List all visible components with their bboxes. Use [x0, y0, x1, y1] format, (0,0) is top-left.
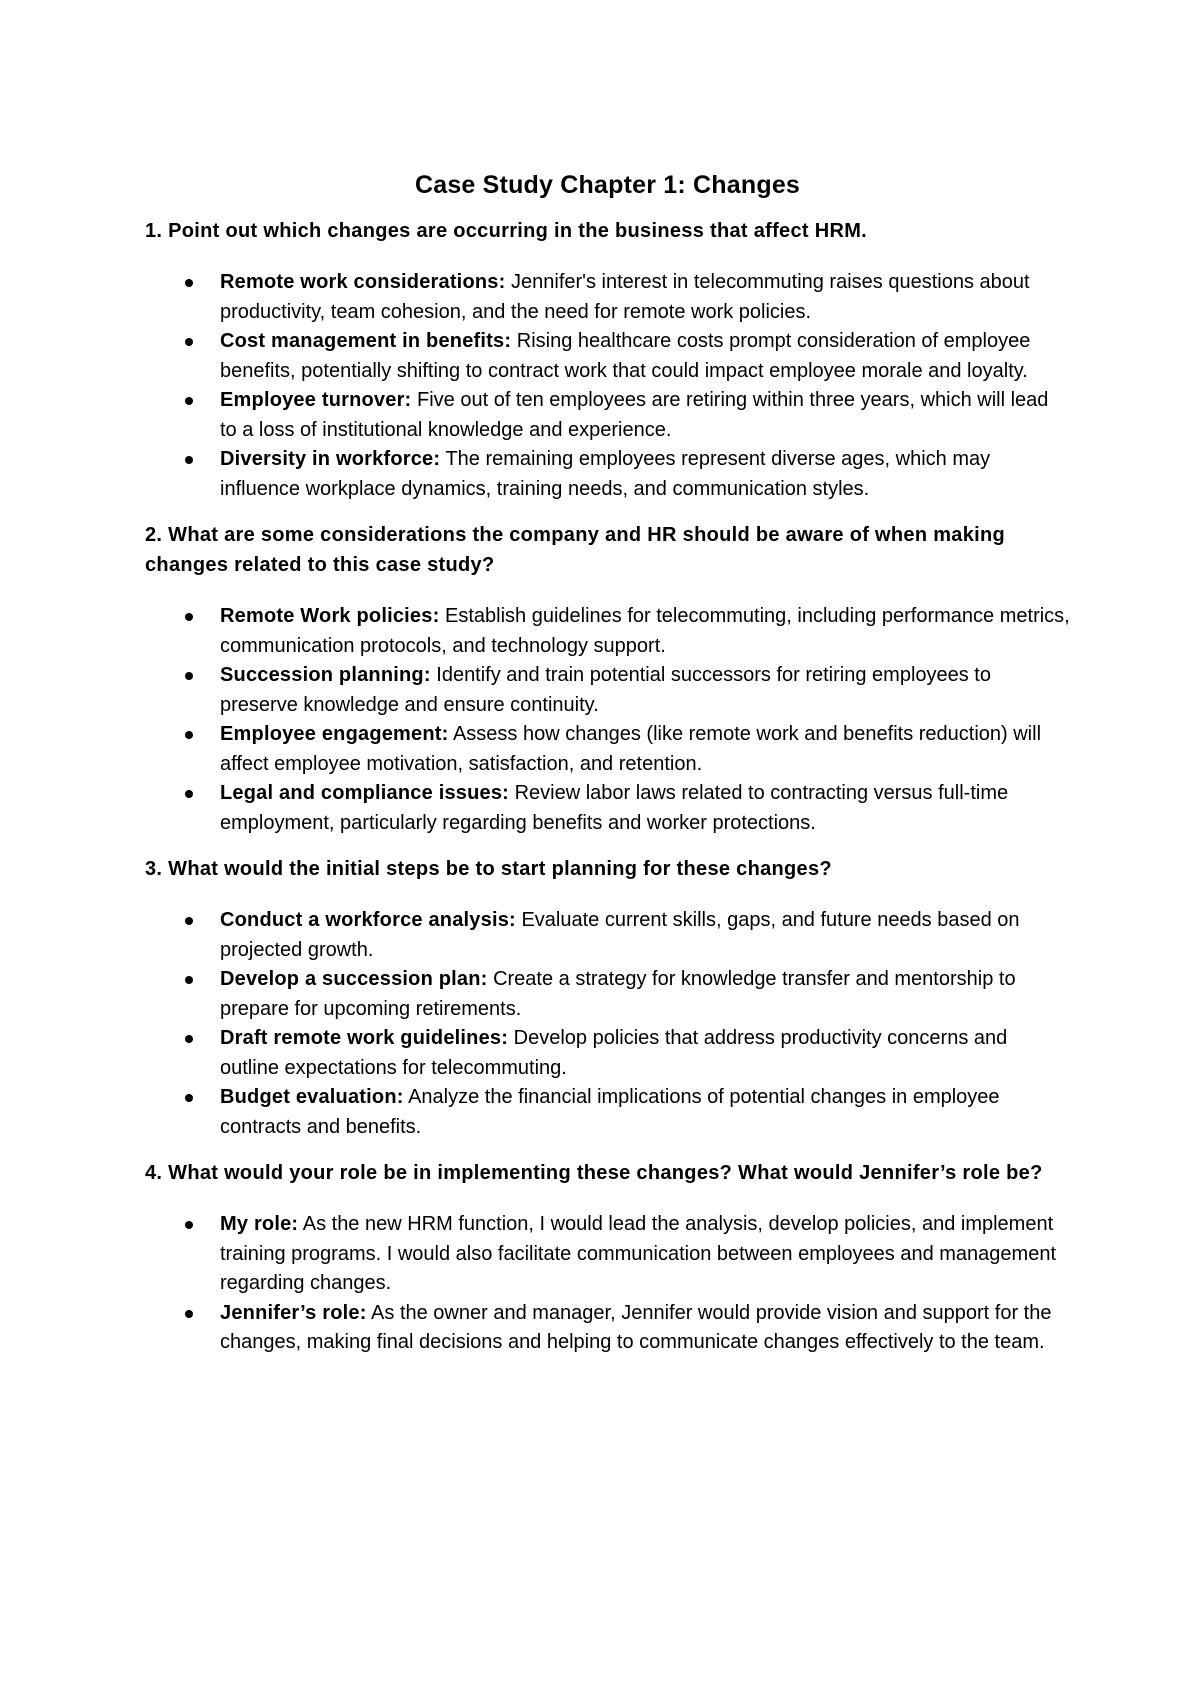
bullet-icon	[185, 731, 193, 739]
section-4	[145, 1158, 1070, 1358]
answer-list	[145, 906, 1070, 1142]
item-text: As the new HRM function, I would lead the analysis, develop policies, and implement training programs. I would also facilitate communication between employees and management regarding changes.	[220, 1213, 1057, 1294]
list-item	[145, 965, 1070, 1024]
bullet-icon	[185, 279, 193, 287]
document-title: Case Study Chapter 1: Changes	[414, 171, 801, 199]
bullet-icon	[185, 1035, 193, 1043]
answer-list	[145, 602, 1070, 838]
item-term: Budget evaluation:	[220, 1086, 404, 1108]
item-text: Develop policies that address productivity concerns and outline expectations for telecommuting.	[220, 1027, 1008, 1079]
bullet-icon	[185, 456, 193, 464]
item-term: Conduct a workforce analysis:	[220, 909, 516, 931]
item-term: Jennifer’s role:	[220, 1301, 367, 1324]
list-item	[145, 661, 1070, 720]
bullet-icon	[185, 976, 193, 984]
section-2	[145, 520, 1070, 838]
item-term: Cost management in benefits:	[220, 330, 512, 352]
bullet-icon	[185, 790, 193, 798]
item-text: Create a strategy for knowledge transfer and mentorship to prepare for upcoming retirements.	[220, 968, 1016, 1020]
list-item	[145, 445, 1070, 504]
answer-list	[145, 1210, 1070, 1358]
item-term: Remote work considerations:	[220, 271, 506, 293]
item-term: Draft remote work guidelines:	[220, 1027, 509, 1049]
item-text: Assess how changes (like remote work and benefits reduction) will affect employee motivation, satisfaction, and retention.	[220, 723, 1042, 775]
bullet-icon	[185, 1094, 193, 1102]
item-text: Identify and train potential successors for retiring employees to preserve knowledge and ensure continuity.	[220, 664, 991, 716]
item-term: Succession planning:	[220, 664, 431, 686]
list-item	[145, 906, 1070, 965]
item-text: Review labor laws related to contracting versus full-time employment, particularly regarding benefits and worker protections.	[220, 782, 1009, 834]
question-heading: 3. What would the initial steps be to start planning for these changes?	[145, 858, 832, 880]
item-text: Analyze the financial implications of potential changes in employee contracts and benefits.	[220, 1086, 1000, 1138]
list-item	[145, 779, 1070, 838]
item-term: Diversity in workforce:	[220, 448, 441, 470]
list-item	[145, 268, 1070, 327]
bullet-icon	[185, 1221, 193, 1229]
item-text: Jennifer's interest in telecommuting raises questions about productivity, team cohesion, and the need for remote work policies.	[220, 271, 1030, 323]
bullet-icon	[185, 1310, 193, 1318]
bullet-icon	[185, 672, 193, 680]
item-text: The remaining employees represent diverse ages, which may influence workplace dynamics, training needs, and communication styles.	[220, 448, 991, 500]
bullet-icon	[185, 917, 193, 925]
list-item	[145, 1083, 1070, 1142]
list-item	[145, 327, 1070, 386]
answer-list	[145, 268, 1070, 504]
question-heading: 4. What would your role be in implementing these changes? What would Jennifer’s role be?	[145, 1162, 1043, 1184]
question-heading: 2. What are some considerations the company and HR should be aware of when making changes related to this case study?	[145, 524, 1006, 576]
list-item	[145, 1299, 1070, 1358]
item-term: Employee turnover:	[220, 389, 412, 411]
item-text: Establish guidelines for telecommuting, including performance metrics, communication protocols, and technology support.	[220, 605, 1070, 657]
list-item	[145, 602, 1070, 661]
item-text: Rising healthcare costs prompt consideration of employee benefits, potentially shifting to contract work that could impact employee morale and loyalty.	[220, 330, 1031, 382]
list-item	[145, 720, 1070, 779]
list-item	[145, 386, 1070, 445]
list-item	[145, 1210, 1070, 1299]
item-term: My role:	[220, 1213, 299, 1235]
section-3	[145, 854, 1070, 1142]
document-content	[145, 170, 1070, 1358]
item-text: As the owner and manager, Jennifer would provide vision and support for the changes, making final decisions and helping to communicate changes effectively to the team.	[220, 1301, 1052, 1353]
bullet-icon	[185, 613, 193, 621]
list-item	[145, 1024, 1070, 1083]
item-term: Legal and compliance issues:	[220, 782, 510, 804]
item-term: Employee engagement:	[220, 723, 449, 745]
bullet-icon	[185, 397, 193, 405]
item-text: Evaluate current skills, gaps, and future needs based on projected growth.	[220, 909, 1020, 961]
item-term: Remote Work policies:	[220, 605, 440, 627]
item-text: Five out of ten employees are retiring within three years, which will lead to a loss of institutional knowledge and experience.	[220, 389, 1049, 441]
bullet-icon	[185, 338, 193, 346]
section-1	[145, 216, 1070, 504]
item-term: Develop a succession plan:	[220, 968, 488, 990]
question-heading: 1. Point out which changes are occurring in the business that affect HRM.	[145, 220, 868, 242]
